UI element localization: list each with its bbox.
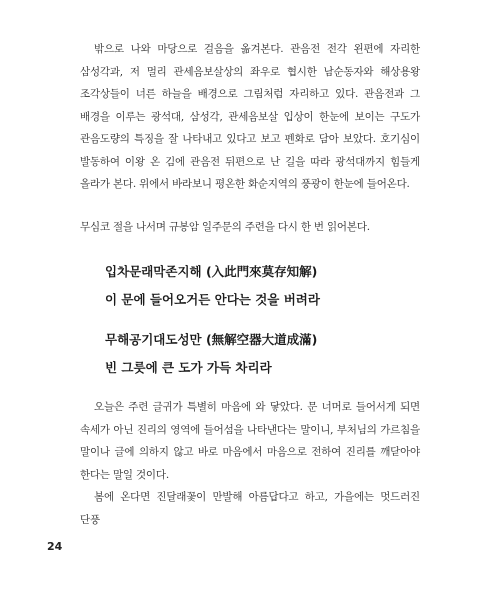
body-paragraph-1: 밖으로 나와 마당으로 걸음을 옮겨본다. 관음전 전각 왼편에 자리한 삼성각과, 저 멀리 관세음보살상의 좌우로 협시한 남순동자와 해상용왕 조각상들이 너른 하늘을 배경으로 그림처럼 자리하고 있다. 관음전과 그 배경을 이루는 광석대, 삼성각, 관세음보살 입상이 한눈에 보이는 구도가 관음도량의 특징을 잘 나타내고 있다고 보고 펜화로 담아 보았다. 호기심이 발동하여 이왕 온 김에 관음전 뒤편으로 난 길을 따라 광석대까지 힘들게 올라가 본다. 위에서 바라보니 평온한 화순지역의 풍광이 한눈에 들어온다.	[80, 43, 420, 190]
body-paragraph-4: 봄에 온다면 진달래꽃이 만발해 아름답다고 하고, 가을에는 멋드러진 단풍	[80, 491, 420, 526]
body-paragraph-3: 오늘은 주련 글귀가 특별히 마음에 와 닿았다. 문 너머로 들어서게 되면 속세가 아닌 진리의 영역에 들어섬을 나타낸다는 말이니, 부처님의 가르침을 말이나 글에 의하지 않고 바로 마음에서 마음으로 전하여 진리를 깨닫아야 한다는 말일 것이다.	[80, 401, 420, 481]
inscription-line-1: 입차문래막존지해 (入此門來莫存知解)	[105, 264, 318, 279]
body-paragraph-2: 무심코 절을 나서며 규봉암 일주문의 주련을 다시 한 번 읽어본다.	[80, 221, 370, 233]
inscription-line-2: 이 문에 들어오거든 안다는 것을 버려라	[105, 292, 320, 307]
inscription-line-3: 무해공기대도성만 (無解空器大道成滿)	[105, 332, 318, 347]
page-number: 24	[47, 540, 63, 553]
inscription-line-4: 빈 그릇에 큰 도가 가득 차리라	[105, 360, 272, 375]
